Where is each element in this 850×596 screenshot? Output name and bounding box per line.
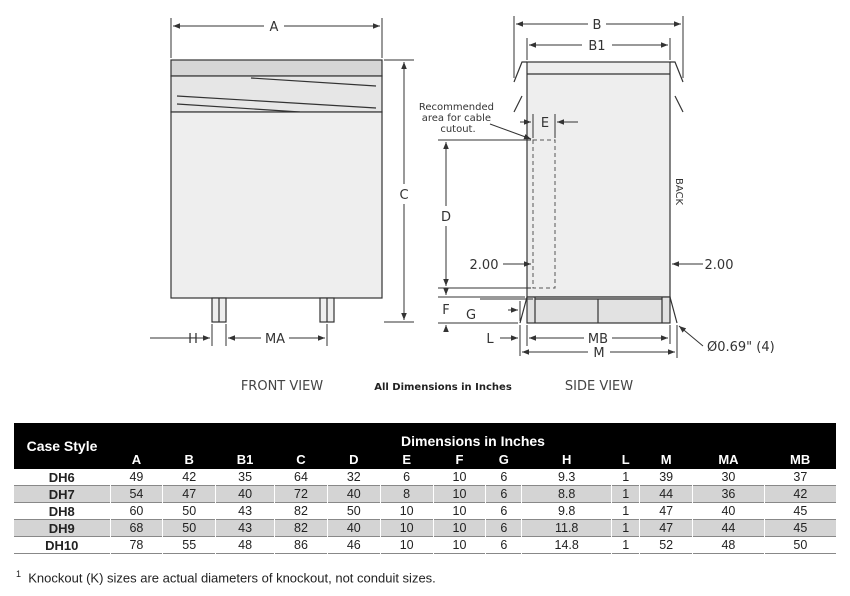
column-header: G	[486, 449, 522, 469]
table-cell: 10	[433, 537, 486, 554]
table-cell: 82	[275, 520, 328, 537]
table-cell: 46	[327, 537, 380, 554]
table-cell: 52	[640, 537, 693, 554]
table-cell: 43	[216, 503, 275, 520]
table-cell: 9.8	[522, 503, 612, 520]
dim-label-mb: MB	[587, 332, 609, 347]
column-header: B	[163, 449, 216, 469]
column-header: A	[110, 449, 163, 469]
table-cell: 6	[486, 537, 522, 554]
case-style-cell: DH8	[14, 503, 110, 520]
side-view-title: SIDE VIEW	[564, 379, 634, 394]
table-cell: 37	[764, 469, 836, 486]
table-cell: 39	[640, 469, 693, 486]
all-dimensions-note: All Dimensions in Inches	[374, 382, 512, 393]
case-style-cell: DH7	[14, 486, 110, 503]
dim-label-g: G	[465, 308, 477, 323]
table-cell: 10	[380, 520, 433, 537]
table-cell: 72	[275, 486, 328, 503]
table-cell: 55	[163, 537, 216, 554]
column-header: MA	[693, 449, 765, 469]
hole-callout: Ø0.69" (4)	[707, 340, 775, 355]
table-cell: 32	[327, 469, 380, 486]
side-body	[527, 62, 670, 297]
back-label: BACK	[673, 178, 684, 206]
table-cell: 44	[693, 520, 765, 537]
table-cell: 50	[764, 537, 836, 554]
dim-label-h: H	[188, 332, 198, 347]
case-style-cell: DH6	[14, 469, 110, 486]
table-cell: 14.8	[522, 537, 612, 554]
table-cell: 50	[163, 520, 216, 537]
column-header: MB	[764, 449, 836, 469]
table-cell: 10	[433, 469, 486, 486]
case-style-cell: DH10	[14, 537, 110, 554]
table-cell: 11.8	[522, 520, 612, 537]
table-cell: 10	[380, 537, 433, 554]
column-header: C	[275, 449, 328, 469]
table-cell: 8	[380, 486, 433, 503]
table-cell: 48	[693, 537, 765, 554]
table-cell: 64	[275, 469, 328, 486]
table-cell: 42	[764, 486, 836, 503]
footnote	[16, 569, 436, 585]
table-cell: 1	[612, 537, 640, 554]
footnote-marker: 1	[16, 569, 22, 579]
dim-label-m: M	[593, 346, 605, 361]
dim-label-a: A	[269, 20, 279, 35]
table-cell: 78	[110, 537, 163, 554]
table-cell: 1	[612, 469, 640, 486]
table-cell: 40	[327, 520, 380, 537]
table-cell: 68	[110, 520, 163, 537]
table-cell: 6	[486, 520, 522, 537]
column-header-row	[14, 449, 836, 469]
table-cell: 6	[486, 503, 522, 520]
table-row	[14, 520, 836, 537]
dimensions-header: Dimensions in Inches	[110, 423, 836, 449]
table-cell: 47	[640, 520, 693, 537]
table-cell: 43	[216, 520, 275, 537]
table-cell: 10	[433, 503, 486, 520]
table-row	[14, 486, 836, 503]
table-cell: 86	[275, 537, 328, 554]
table-cell: 6	[380, 469, 433, 486]
table-cell: 10	[433, 486, 486, 503]
table-cell: 1	[612, 503, 640, 520]
table-cell: 1	[612, 520, 640, 537]
dim-label-f: F	[442, 303, 450, 318]
front-top-band	[171, 60, 382, 76]
column-header: E	[380, 449, 433, 469]
table-cell: 8.8	[522, 486, 612, 503]
table-cell: 6	[486, 469, 522, 486]
table-cell: 35	[216, 469, 275, 486]
dim-label-e: E	[540, 116, 550, 131]
table-row	[14, 537, 836, 554]
cable-cutout-note: Recommended area for cable cutout.	[418, 102, 494, 135]
column-header: F	[433, 449, 486, 469]
dim-label-l: L	[486, 332, 494, 347]
table-cell: 10	[433, 520, 486, 537]
front-view-title: FRONT VIEW	[240, 379, 324, 394]
table-cell: 54	[110, 486, 163, 503]
dim-label-d: D	[440, 210, 452, 225]
table-row	[14, 469, 836, 486]
table-cell: 30	[693, 469, 765, 486]
table-cell: 45	[764, 520, 836, 537]
table-cell: 49	[110, 469, 163, 486]
table-cell: 40	[216, 486, 275, 503]
column-header: M	[640, 449, 693, 469]
table-cell: 45	[764, 503, 836, 520]
table-cell: 40	[693, 503, 765, 520]
table-cell: 60	[110, 503, 163, 520]
table-cell: 44	[640, 486, 693, 503]
dim-label-b1: B1	[588, 39, 606, 54]
table-cell: 36	[693, 486, 765, 503]
dim-label-2-left: 2.00	[469, 258, 499, 273]
table-row	[14, 503, 836, 520]
footnote-text: Knockout (K) sizes are actual diameters of knockout, not conduit sizes.	[28, 570, 436, 586]
table-cell: 10	[380, 503, 433, 520]
table-cell: 50	[327, 503, 380, 520]
case-style-cell: DH9	[14, 520, 110, 537]
dim-label-2-right: 2.00	[704, 258, 734, 273]
front-panel	[171, 112, 382, 298]
dimensions-table	[14, 423, 836, 554]
column-header: L	[612, 449, 640, 469]
front-view	[150, 18, 414, 394]
table-cell: 42	[163, 469, 216, 486]
table-cell: 50	[163, 503, 216, 520]
dim-label-ma: MA	[264, 332, 286, 347]
table-cell: 40	[327, 486, 380, 503]
table-cell: 47	[163, 486, 216, 503]
table-cell: 6	[486, 486, 522, 503]
table-cell: 47	[640, 503, 693, 520]
table-cell: 82	[275, 503, 328, 520]
column-header: H	[522, 449, 612, 469]
table-cell: 48	[216, 537, 275, 554]
column-header: D	[327, 449, 380, 469]
column-header: B1	[216, 449, 275, 469]
table-cell: 1	[612, 486, 640, 503]
side-view	[419, 16, 775, 394]
table-cell: 9.3	[522, 469, 612, 486]
dim-label-b: B	[592, 18, 602, 33]
dim-label-c: C	[399, 188, 409, 203]
case-style-header: Case Style	[14, 423, 110, 469]
